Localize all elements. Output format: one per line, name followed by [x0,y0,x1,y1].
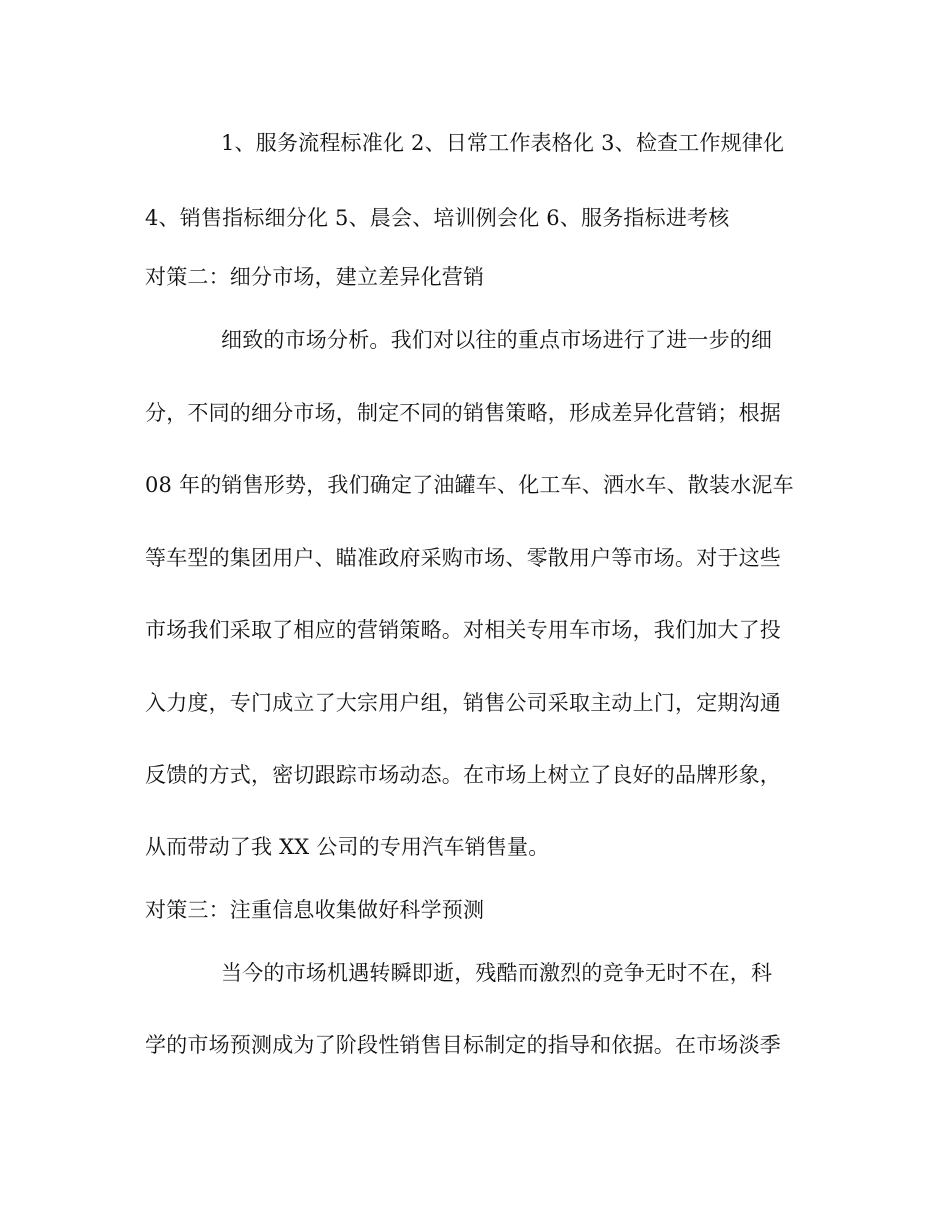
section-heading-strategy-two: 对策二：细分市场，建立差异化营销 [145,265,485,289]
paragraph-line: 当今的市场机遇转瞬即逝，残酷而激烈的竞争无时不在，科 [221,961,773,985]
service-measures-line-1: 1、服务流程标准化 2、日常工作表格化 3、检查工作规律化 [221,131,785,155]
paragraph-line: 市场我们采取了相应的营销策略。对相关专用车市场，我们加大了投 [145,618,781,642]
paragraph-line: 08 年的销售形势，我们确定了油罐车、化工车、洒水车、散装水泥车 [145,473,794,497]
paragraph-line: 等车型的集团用户、瞄准政府采购市场、零散用户等市场。对于这些 [145,546,781,570]
paragraph-line: 反馈的方式，密切跟踪市场动态。在市场上树立了良好的品牌形象， [145,763,781,787]
section-heading-strategy-three: 对策三：注重信息收集做好科学预测 [145,898,485,922]
paragraph-line: 学的市场预测成为了阶段性销售目标制定的指导和依据。在市场淡季 [145,1033,781,1057]
service-measures-line-2: 4、销售指标细分化 5、晨会、培训例会化 6、服务指标进考核 [145,206,730,230]
paragraph-line: 入力度，专门成立了大宗用户组，销售公司采取主动上门，定期沟通 [145,691,781,715]
paragraph-line: 从而带动了我 XX 公司的专用汽车销售量。 [145,835,550,859]
paragraph-line: 分，不同的细分市场，制定不同的销售策略，形成差异化营销；根据 [145,401,781,425]
paragraph-line: 细致的市场分析。我们对以往的重点市场进行了进一步的细 [221,328,773,352]
